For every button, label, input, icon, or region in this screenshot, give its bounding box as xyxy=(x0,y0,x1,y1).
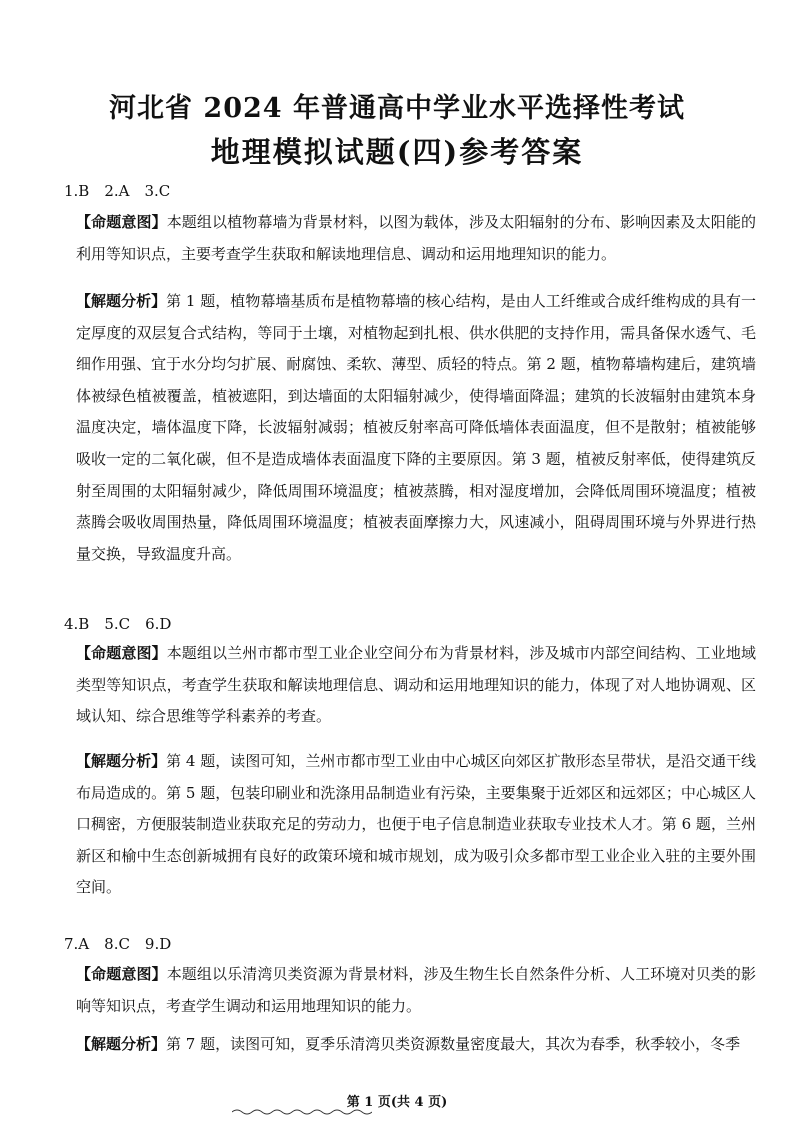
analysis-label: 【解题分析】 xyxy=(76,1035,167,1053)
analysis-label: 【解题分析】 xyxy=(76,292,167,310)
analysis-paragraph-1 xyxy=(76,286,756,570)
intent-text: 本题组以乐清湾贝类资源为背景材料，涉及生物生长自然条件分析、人工环境对贝类的影响等知识点，考查学生调动和运用地理知识的能力。 xyxy=(76,965,756,1015)
analysis-text: 第 4 题，读图可知，兰州市都市型工业由中心城区向郊区扩散形态呈带状，是沿交通干线布局造成的。第 5 题，包装印刷业和洗涤用品制造业有污染，主要集聚于近郊区和远郊区；中心城区人口稠密，方便服装制造业获取充足的劳动力，也便于电子信息制造业获取专业技术人才。第 6 题，兰州新区和榆中生态创新城拥有良好的政策环境和城市规划，成为吸引众多都市型工业企业入驻的主要外围空间。 xyxy=(76,752,756,897)
intent-label: 【命题意图】 xyxy=(76,213,167,231)
answer-line-7-9: 7.A 8.C 9.D xyxy=(64,935,172,953)
answer-line-1-3: 1.B 2.A 3.C xyxy=(64,182,171,200)
intent-label: 【命题意图】 xyxy=(76,644,167,662)
answer-key-title: 地理模拟试题(四)参考答案 xyxy=(210,135,584,169)
exam-title: 河北省 2024 年普通高中学业水平选择性考试 xyxy=(109,93,685,124)
page-number: 第 1 页(共 4 页) xyxy=(346,1095,448,1110)
analysis-paragraph-3 xyxy=(76,1029,756,1061)
intent-paragraph-3 xyxy=(76,959,756,1022)
analysis-label: 【解题分析】 xyxy=(76,752,167,770)
analysis-paragraph-2 xyxy=(76,746,756,904)
analysis-text: 第 1 题，植物幕墙基质布是植物幕墙的核心结构，是由人工纤维或合成纤维构成的具有一定厚度的双层复合式结构，等同于土壤，对植物起到扎根、供水供肥的支持作用，需具备保水透气、毛细作用强、宜于水分均匀扩展、耐腐蚀、柔软、薄型、质轻的特点。第 2 题，植物幕墙构建后，建筑墙体被绿色植被覆盖，植被遮阳，到达墙面的太阳辐射减少，使得墙面降温；建筑的长波辐射由建筑本身温度决定，墙体温度下降，长波辐射减弱；植被反射率高可降低墙体表面温度，但不是散射；植被能够吸收一定的二氧化碳，但不是造成墙体表面温度下降的主要原因。第 3 题，植被反射率低，使得建筑反射至周围的太阳辐射减少，降低周围环境温度；植被蒸腾，相对湿度增加，会降低周围环境温度；植被蒸腾会吸收周围热量，降低周围环境温度；植被表面摩擦力大，风速减小，阻碍周围环境与外界进行热量交换，导致温度升高。 xyxy=(76,292,756,563)
analysis-text: 第 7 题，读图可知，夏季乐清湾贝类资源数量密度最大，其次为春季，秋季较小，冬季 xyxy=(166,1035,741,1053)
intent-paragraph-1 xyxy=(76,207,756,270)
footer-wave-underline xyxy=(232,1108,372,1116)
intent-text: 本题组以兰州市都市型工业企业空间分布为背景材料，涉及城市内部空间结构、工业地域类型等知识点，考查学生获取和解读地理信息、调动和运用地理知识的能力，体现了对人地协调观、区域认知、综合思维等学科素养的考查。 xyxy=(76,644,756,726)
intent-paragraph-2 xyxy=(76,638,756,733)
answer-line-4-6: 4.B 5.C 6.D xyxy=(64,615,172,633)
intent-label: 【命题意图】 xyxy=(76,965,167,983)
intent-text: 本题组以植物幕墙为背景材料，以图为载体，涉及太阳辐射的分布、影响因素及太阳能的利用等知识点，主要考查学生获取和解读地理信息、调动和运用地理知识的能力。 xyxy=(76,213,756,263)
